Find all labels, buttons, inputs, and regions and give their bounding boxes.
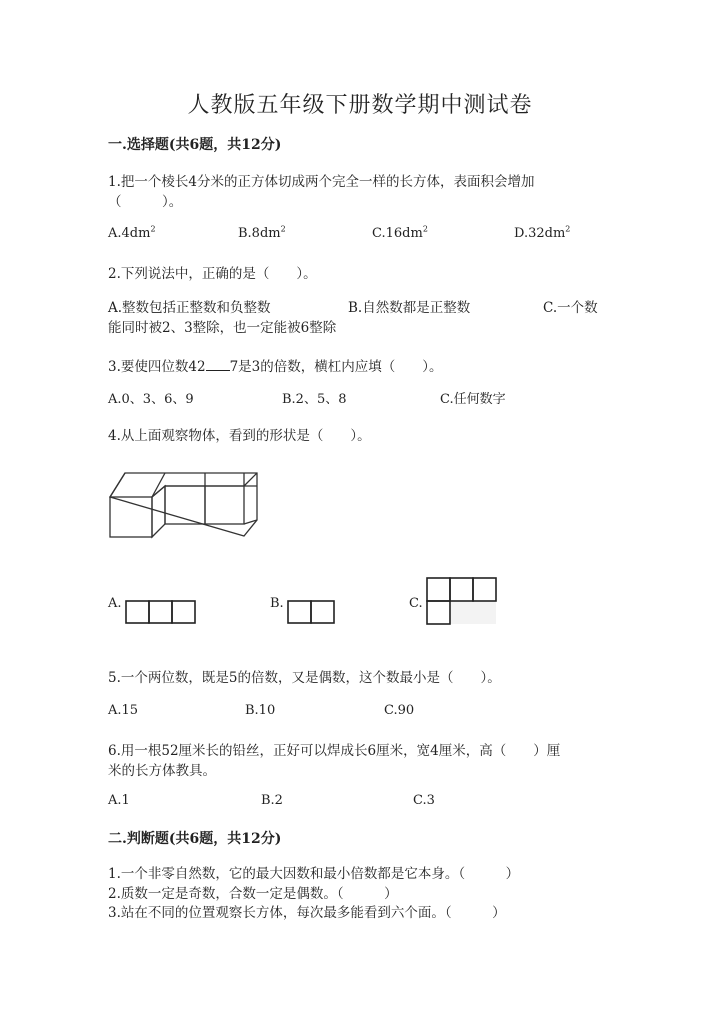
q1-option-c-sup: 2 xyxy=(422,224,428,234)
q4-edge-2 xyxy=(152,473,165,497)
q1-option-b-text: B.8dm xyxy=(238,226,281,241)
q4-option-a-shape xyxy=(126,601,195,623)
q2-option-b: B.自然数都是正整数 xyxy=(348,300,471,316)
q1-stem-line1: 1.把一个棱长4分米的正方体切成两个完全一样的长方体，表面积会增加 xyxy=(108,174,535,190)
q3-option-c: C.任何数字 xyxy=(440,392,506,407)
q4-edge-6 xyxy=(244,473,257,486)
q3-stem-post: 7是3的倍数，横杠内应填（ ）。 xyxy=(229,359,443,375)
q1-option-a-sup: 2 xyxy=(150,224,156,234)
q4-outline-back xyxy=(110,473,257,536)
q4-c-square-2 xyxy=(450,578,473,601)
q5-stem: 5.一个两位数，既是5的倍数，又是偶数，这个数最小是（ ）。 xyxy=(108,670,501,686)
q4-front-face-3 xyxy=(205,486,244,524)
judge-item-1: 1.一个非零自然数，它的最大因数和最小倍数都是它本身。（ ） xyxy=(108,866,520,882)
q6-option-c: C.3 xyxy=(413,793,435,808)
q1-option-d-text: D.32dm xyxy=(514,226,566,241)
q2-option-c-line1: C.一个数 xyxy=(543,300,598,316)
q4-c-square-1 xyxy=(427,578,450,601)
q4-option-c-label: C. xyxy=(409,596,423,611)
q6-option-b: B.2 xyxy=(261,793,283,808)
q4-a-square-1 xyxy=(126,601,149,623)
q4-option-a-label: A. xyxy=(108,596,122,611)
q4-option-b-label: B. xyxy=(270,596,284,611)
q4-b-square-1 xyxy=(288,601,311,623)
q5-option-a: A.15 xyxy=(108,703,139,718)
q4-b-square-2 xyxy=(311,601,334,623)
q3-stem-pre: 3.要使四位数42 xyxy=(108,359,206,375)
q4-stem: 4.从上面观察物体，看到的形状是（ ）。 xyxy=(108,428,371,444)
q4-a-square-2 xyxy=(149,601,172,623)
judge-item-3: 3.站在不同的位置观察长方体，每次最多能看到六个面。（ ） xyxy=(108,905,506,921)
q3-option-b: B.2、5、8 xyxy=(282,392,347,407)
q4-c-shadow xyxy=(449,601,496,624)
q1-stem-line2: （ ）。 xyxy=(108,194,183,210)
q6-stem-line1: 6.用一根52厘米长的铅丝，正好可以焊成长6厘米，宽4厘米，高（ ）厘 xyxy=(108,743,561,759)
judge-item-2: 2.质数一定是奇数，合数一定是偶数。（ ） xyxy=(108,886,398,902)
page-title: 人教版五年级下册数学期中测试卷 xyxy=(187,93,533,118)
q2-option-c-line2: 能同时被2、3整除，也一定能被6整除 xyxy=(108,320,337,336)
q6-stem-line2: 米的长方体教具。 xyxy=(108,763,216,779)
q6-option-a: A.1 xyxy=(108,793,130,808)
q5-option-b: B.10 xyxy=(245,703,276,718)
q4-a-square-3 xyxy=(172,601,195,623)
q5-option-c: C.90 xyxy=(384,703,415,718)
q1-option-b-sup: 2 xyxy=(280,224,286,234)
q1-option-c-text: C.16dm xyxy=(372,226,423,241)
q4-edge-1 xyxy=(110,473,125,497)
q4-option-b-shape xyxy=(288,601,334,623)
q2-option-a: A.整数包括正整数和负整数 xyxy=(108,300,271,316)
q1-option-d-sup: 2 xyxy=(565,224,571,234)
q4-cubes-drawing xyxy=(110,473,257,537)
q4-c-square-4 xyxy=(427,601,450,624)
q2-stem: 2.下列说法中，正确的是（ ）。 xyxy=(108,266,317,282)
q4-c-square-3 xyxy=(473,578,496,601)
q3-option-a: A.0、3、6、9 xyxy=(108,392,194,407)
section1-heading: 一.选择题(共6题，共12分) xyxy=(108,137,282,153)
q1-option-a-text: A.4dm xyxy=(108,226,151,241)
section2-heading: 二.判断题(共6题，共12分) xyxy=(108,831,282,847)
